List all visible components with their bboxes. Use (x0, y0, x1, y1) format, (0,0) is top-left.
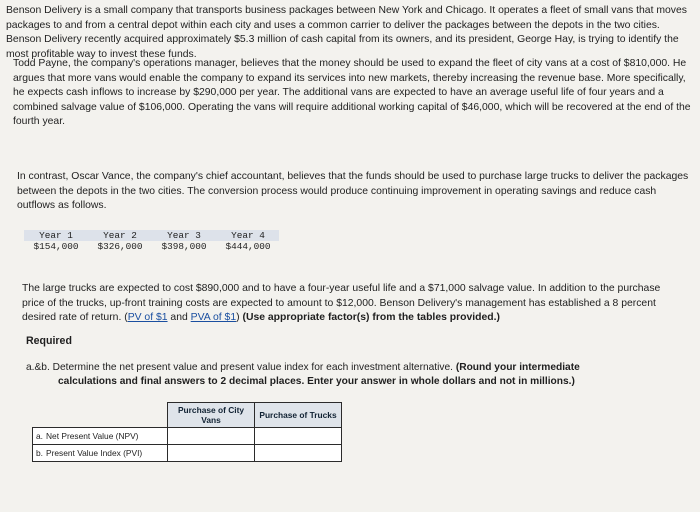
trucks-cost-paragraph (22, 282, 682, 326)
savings-value-year4: $444,000 (225, 241, 271, 252)
answer-table (32, 402, 342, 462)
pvi-city-vans-cell[interactable] (168, 445, 255, 462)
answer-table-corner (33, 403, 168, 428)
pva-of-1-link[interactable]: PVA of $1 (190, 312, 237, 324)
npv-trucks-cell[interactable] (255, 428, 342, 445)
table-row (33, 428, 342, 445)
trucks-proposal-paragraph: In contrast, Oscar Vance, the company's chief accountant, believes that the funds should be used to purchase large trucks to deliver the packages between the depots in the two cities. The conversion process would produce continuing improvement in operating savings and reduce cash outflows as follows. (17, 171, 689, 212)
pv-of-1-link[interactable]: PV of $1 (127, 312, 168, 324)
npv-city-vans-cell[interactable] (168, 428, 255, 445)
required-heading: Required (26, 335, 72, 347)
npv-trucks-input[interactable] (258, 429, 338, 443)
rounding-note-line1: (Round your intermediate (455, 362, 580, 373)
instruction-prefix: a.&b. Determine the net present value and present value index for each investment alternative. (26, 362, 456, 373)
pvi-trucks-cell[interactable] (255, 445, 342, 462)
savings-header-year1: Year 1 (39, 230, 73, 241)
col-header-city-vans: Purchase of City Vans (168, 403, 255, 428)
savings-value-year2: $326,000 (97, 241, 143, 252)
npv-city-vans-input[interactable] (171, 429, 251, 443)
rounding-note-line2: calculations and final answers to 2 decimal places. Enter your answer in whole dollars and not in millions.) (58, 376, 575, 387)
table-row (33, 445, 342, 462)
trucks-cost-text: The large trucks are expected to cost $890,000 and to have a four-year useful life and a $71,000 salvage value. In addition to the purchase price of the trucks, up-front training costs are expected to amount to $12,000. Benson Delivery's management has established a 8 percent desired rate of return. ( (22, 283, 661, 324)
row-label-pvi (33, 445, 168, 462)
savings-value-year3: $398,000 (161, 241, 207, 252)
vans-proposal-paragraph: Todd Payne, the company's operations manager, believes that the money should be used to expand the fleet of city vans at a cost of $810,000. He argues that more vans would enable the company to expand its services into new markets, thereby increasing the revenue base. More specifically, he expects cash inflows to increase by $290,000 per year. The additional vans are expected to have an average useful life of four years and a combined salvage value of $106,000. Operating the vans will require additional working capital of $46,000, which will be recovered at the end of the fourth year. (13, 58, 691, 128)
row-label-text: Present Value Index (PVI) (46, 448, 143, 458)
row-tag: b. (36, 448, 43, 458)
col-header-trucks: Purchase of Trucks (255, 403, 342, 428)
savings-value-year1: $154,000 (33, 241, 79, 252)
row-label-text: Net Present Value (NPV) (46, 431, 139, 441)
instruction-text (26, 361, 686, 389)
savings-header-year2: Year 2 (103, 230, 137, 241)
row-tag: a. (36, 431, 43, 441)
pvi-city-vans-input[interactable] (171, 446, 251, 460)
and-text: and (167, 312, 191, 324)
savings-table (24, 230, 279, 256)
pvi-trucks-input[interactable] (258, 446, 338, 460)
row-label-npv (33, 428, 168, 445)
savings-header-year3: Year 3 (167, 230, 201, 241)
use-factors-note: (Use appropriate factor(s) from the tables provided.) (242, 312, 500, 324)
intro-paragraph: Benson Delivery is a small company that transports business packages between New York and Chicago. It operates a fleet of small vans that moves packages to and from a central depot within each city and uses a common carrier to deliver the packages between the depots in the two cities. Benson Delivery recently acquired approximately $5.3 million of cash capital from its owners, and its president, George Hay, is trying to identify the most profitable way to invest these funds. (6, 5, 687, 60)
paren-close-text: ) (236, 312, 243, 324)
savings-header-year4: Year 4 (231, 230, 265, 241)
